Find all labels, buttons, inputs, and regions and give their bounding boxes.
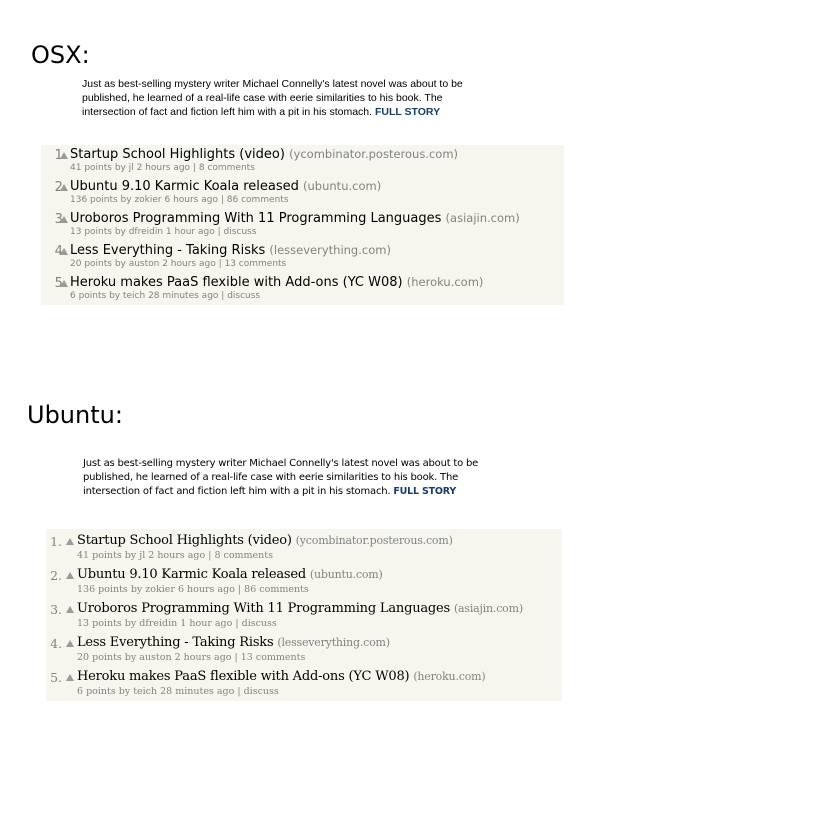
story-rank: 2. <box>54 180 67 195</box>
story-row <box>41 177 564 209</box>
full-story-link[interactable]: FULL STORY <box>374 106 441 118</box>
story-site: (asiajin.com) <box>445 211 520 225</box>
story-site: (heroku.com) <box>413 670 486 683</box>
story-rank: 5. <box>50 670 62 685</box>
story-rank: 1. <box>50 534 62 549</box>
story-subtext <box>77 618 277 629</box>
story-subtext <box>70 195 289 205</box>
upvote-arrow-icon[interactable] <box>66 606 74 613</box>
story-meta: 20 points by auston 2 hours ago | <box>77 652 238 663</box>
story-row <box>41 145 564 177</box>
story-site: (ubuntu.com) <box>309 568 383 581</box>
ubuntu-heading: Ubuntu: <box>27 401 123 429</box>
ubuntu-story-list <box>46 529 562 701</box>
story-subtext <box>77 550 273 561</box>
story-meta: 13 points by dfreidin 1 hour ago | <box>77 618 239 629</box>
story-meta: 41 points by jl 2 hours ago | <box>77 550 212 561</box>
story-subtext <box>70 163 255 173</box>
story-comments-link[interactable]: 13 comments <box>240 652 306 663</box>
story-subtext <box>70 227 256 237</box>
blurb-text: Just as best-selling mystery writer Michael Connelly's latest novel was about to be published, he learned of a real-life case with eerie similarities to his book. The intersection of fact and fiction left him with a pit in his stomach. <box>82 78 463 118</box>
upvote-arrow-icon[interactable] <box>60 184 68 191</box>
upvote-arrow-icon[interactable] <box>60 216 68 223</box>
story-row <box>41 273 564 305</box>
upvote-arrow-icon[interactable] <box>66 640 74 647</box>
story-comments-link[interactable]: discuss <box>227 291 261 301</box>
story-row <box>46 665 562 699</box>
story-row <box>46 563 562 597</box>
story-subtext <box>77 584 309 595</box>
story-title-link[interactable]: Uroboros Programming With 11 Programming Languages <box>70 211 442 226</box>
story-title-line <box>70 147 458 162</box>
story-title-line <box>70 275 483 290</box>
story-row <box>41 209 564 241</box>
story-title-link[interactable]: Ubuntu 9.10 Karmic Koala released <box>70 179 299 194</box>
osx-heading: OSX: <box>31 41 90 69</box>
osx-story-list <box>41 145 564 305</box>
story-rank: 4. <box>54 244 67 259</box>
story-subtext <box>77 652 305 663</box>
story-title-link[interactable]: Less Everything - Taking Risks <box>70 243 266 258</box>
story-rank: 3. <box>54 212 67 227</box>
story-comments-link[interactable]: 8 comments <box>214 550 273 561</box>
story-title-line <box>77 567 383 582</box>
story-title-line <box>70 211 520 226</box>
full-story-link[interactable]: FULL STORY <box>393 486 457 497</box>
story-comments-link[interactable]: discuss <box>223 227 257 237</box>
story-comments-link[interactable]: discuss <box>241 618 277 629</box>
story-meta: 13 points by dfreidin 1 hour ago | <box>70 227 221 237</box>
story-site: (lesseverything.com) <box>277 636 390 649</box>
story-meta: 41 points by jl 2 hours ago | <box>70 163 196 173</box>
story-rank: 3. <box>50 602 62 617</box>
upvote-arrow-icon[interactable] <box>60 280 68 287</box>
story-row <box>46 597 562 631</box>
osx-news-blurb <box>82 77 482 119</box>
story-meta: 136 points by zokier 6 hours ago | <box>77 584 242 595</box>
story-comments-link[interactable]: 86 comments <box>226 195 289 205</box>
story-title-link[interactable]: Uroboros Programming With 11 Programming Languages <box>77 601 450 616</box>
story-site: (ycombinator.posterous.com) <box>289 147 459 161</box>
ubuntu-news-blurb <box>83 457 483 499</box>
story-site: (asiajin.com) <box>453 602 523 615</box>
upvote-arrow-icon[interactable] <box>66 674 74 681</box>
story-title-line <box>77 533 453 548</box>
upvote-arrow-icon[interactable] <box>60 248 68 255</box>
story-title-line <box>77 669 485 684</box>
story-title-line <box>70 243 391 258</box>
story-site: (ycombinator.posterous.com) <box>295 534 453 547</box>
story-title-line <box>70 179 381 194</box>
story-meta: 6 points by teich 28 minutes ago | <box>70 291 225 301</box>
story-comments-link[interactable]: 8 comments <box>198 163 255 173</box>
story-title-link[interactable]: Ubuntu 9.10 Karmic Koala released <box>77 567 306 582</box>
story-subtext <box>77 686 279 697</box>
story-meta: 20 points by auston 2 hours ago | <box>70 259 222 269</box>
blurb-text: Just as best-selling mystery writer Michael Connelly's latest novel was about to be published, he learned of a real-life case with eerie similarities to his book. The intersection of fact and fiction left him with a pit in his stomach. <box>83 458 479 497</box>
story-subtext <box>70 291 260 301</box>
story-comments-link[interactable]: 86 comments <box>244 584 309 595</box>
story-subtext <box>70 259 286 269</box>
story-title-link[interactable]: Heroku makes PaaS flexible with Add-ons (YC W08) <box>70 275 403 290</box>
story-rank: 2. <box>50 568 62 583</box>
story-rank: 4. <box>50 636 62 651</box>
upvote-arrow-icon[interactable] <box>66 572 74 579</box>
story-meta: 136 points by zokier 6 hours ago | <box>70 195 224 205</box>
story-comments-link[interactable]: discuss <box>243 686 279 697</box>
story-row <box>46 631 562 665</box>
story-title-link[interactable]: Startup School Highlights (video) <box>77 533 292 548</box>
story-title-link[interactable]: Startup School Highlights (video) <box>70 147 285 162</box>
story-title-line <box>77 635 390 650</box>
upvote-arrow-icon[interactable] <box>60 152 68 159</box>
story-row <box>46 529 562 563</box>
story-rank: 1. <box>54 148 67 163</box>
story-row <box>41 241 564 273</box>
story-title-link[interactable]: Less Everything - Taking Risks <box>77 635 274 650</box>
story-site: (heroku.com) <box>406 275 484 289</box>
upvote-arrow-icon[interactable] <box>66 538 74 545</box>
story-title-link[interactable]: Heroku makes PaaS flexible with Add-ons (YC W08) <box>77 669 410 684</box>
story-site: (lesseverything.com) <box>269 243 391 257</box>
story-rank: 5. <box>54 276 67 291</box>
story-site: (ubuntu.com) <box>303 179 382 193</box>
story-title-line <box>77 601 523 616</box>
story-comments-link[interactable]: 13 comments <box>224 259 287 269</box>
story-meta: 6 points by teich 28 minutes ago | <box>77 686 241 697</box>
